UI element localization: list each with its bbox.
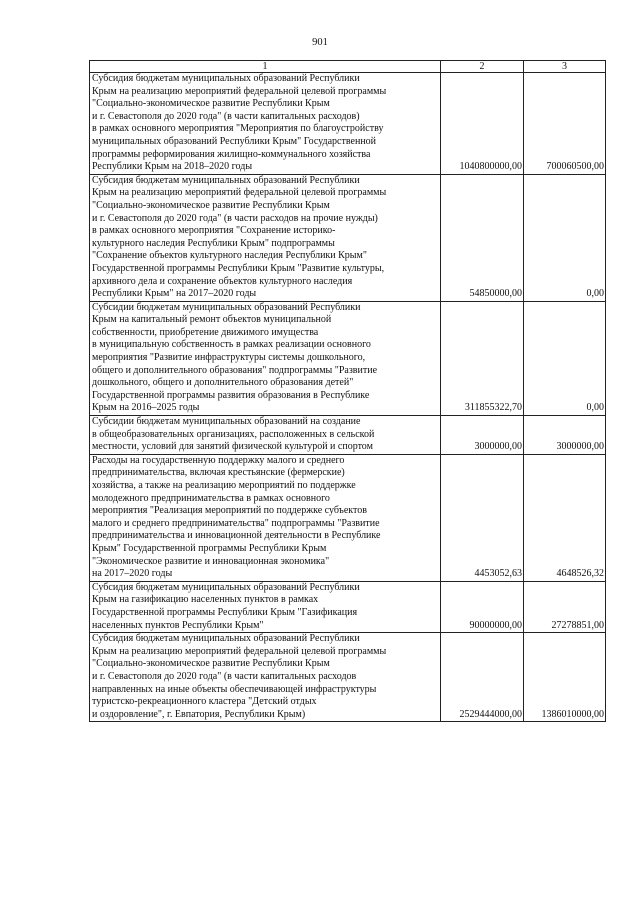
row-amount-col3: 0,00 (524, 301, 606, 415)
row-amount-col3: 4648526,32 (524, 454, 606, 581)
table-row (90, 301, 606, 415)
column-header-2: 2 (441, 61, 524, 73)
row-amount-col3: 3000000,00 (524, 416, 606, 455)
table-row (90, 581, 606, 632)
row-description: Субсидии бюджетам муниципальных образований Республики Крым на капитальный ремонт объектов муниципальной собственности, приобретение движимого имущества в муниципальную собственность в рамках реализации основного мероприятия "Развитие инфраструктуры системы дошкольного, общего и дополнительного образования" подпрограммы "Развитие дошкольного, общего и дополнительного образования детей" Государственной программы развития образования в Республике Крым на 2016–2025 годы (90, 301, 441, 415)
row-amount-col2: 2529444000,00 (441, 633, 524, 722)
row-amount-col3: 1386010000,00 (524, 633, 606, 722)
table-row (90, 416, 606, 455)
row-amount-col2: 90000000,00 (441, 581, 524, 632)
budget-table (89, 60, 606, 722)
row-amount-col3: 0,00 (524, 174, 606, 301)
page-number: 901 (312, 37, 328, 48)
row-amount-col2: 311855322,70 (441, 301, 524, 415)
row-amount-col3: 27278851,00 (524, 581, 606, 632)
row-description: Субсидия бюджетам муниципальных образований Республики Крым на реализацию мероприятий федеральной целевой программы "Социально-экономическое развитие Республики Крым и г. Севастополя до 2020 года" (в части капитальных расходов) в рамках основного мероприятия "Мероприятия по благоустройству муниципальных образований Республики Крым" Государственной программы реформирования жилищно-коммунального хозяйства Республики Крым на 2018–2020 годы (90, 73, 441, 175)
column-header-1: 1 (90, 61, 441, 73)
table-header-row (90, 61, 606, 73)
row-amount-col2: 54850000,00 (441, 174, 524, 301)
row-description: Субсидия бюджетам муниципальных образований Республики Крым на реализацию мероприятий федеральной целевой программы "Социально-экономическое развитие Республики Крым и г. Севастополя до 2020 года" (в части расходов на прочие нужды) в рамках основного мероприятия "Сохранение историко- культурного наследия Республики Крым" подпрограммы "Сохранение объектов культурного наследия Республики Крым" Государственной программы Республики Крым "Развитие культуры, архивного дела и сохранение объектов культурного наследия Республики Крым" на 2017–2020 годы (90, 174, 441, 301)
row-description: Субсидии бюджетам муниципальных образований на создание в общеобразовательных организациях, расположенных в сельской местности, условий для занятий физической культурой и спортом (90, 416, 441, 455)
row-description: Субсидия бюджетам муниципальных образований Республики Крым на газификацию населенных пунктов в рамках Государственной программы Республики Крым "Газификация населенных пунктов Республики Крым" (90, 581, 441, 632)
row-amount-col3: 700060500,00 (524, 73, 606, 175)
row-amount-col2: 3000000,00 (441, 416, 524, 455)
row-amount-col2: 4453052,63 (441, 454, 524, 581)
table-row (90, 633, 606, 722)
table-row (90, 73, 606, 175)
row-description: Расходы на государственную поддержку малого и среднего предпринимательства, включая крестьянские (фермерские) хозяйства, а также на реализацию мероприятий по поддержке молодежного предпринимательства в рамках основного мероприятия "Реализация мероприятий по поддержке субъектов малого и среднего предпринимательства" подпрограммы "Развитие предпринимательства и инновационной деятельности в Республике Крым" Государственной программы Республики Крым "Экономическое развитие и инновационная экономика" на 2017–2020 годы (90, 454, 441, 581)
table-row (90, 174, 606, 301)
column-header-3: 3 (524, 61, 606, 73)
row-description: Субсидия бюджетам муниципальных образований Республики Крым на реализацию мероприятий федеральной целевой программы "Социально-экономическое развитие Республики Крым и г. Севастополя до 2020 года" (в части капитальных расходов направленных на иные объекты обеспечивающей инфраструктуры туристско-рекреационного кластера "Детский отдых и оздоровление", г. Евпатория, Республики Крым) (90, 633, 441, 722)
row-amount-col2: 1040800000,00 (441, 73, 524, 175)
table-row (90, 454, 606, 581)
